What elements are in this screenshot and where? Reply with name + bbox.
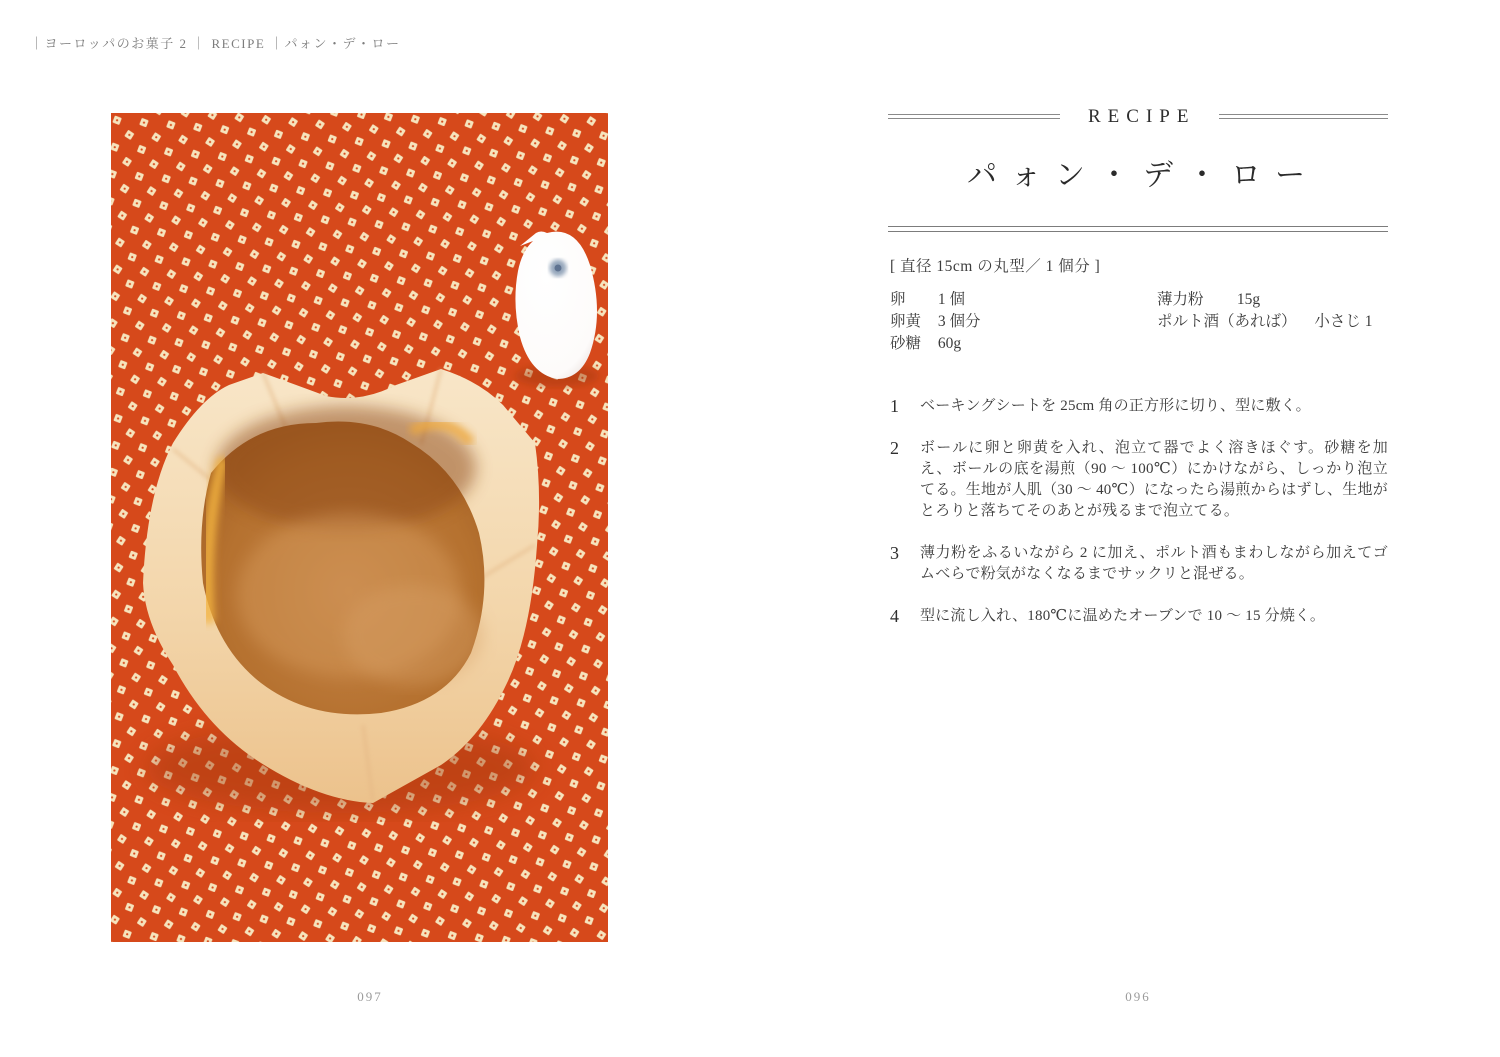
cake-photo-illustration <box>111 113 608 942</box>
ingredients-column-left <box>890 289 981 355</box>
recipe-title: パォン・デ・ロー <box>967 159 1319 192</box>
steps-list <box>890 396 1388 648</box>
step-item <box>890 606 1388 627</box>
ingredient-amount: 3 個分 <box>937 313 981 330</box>
ingredient-row <box>890 289 981 311</box>
step-item <box>890 396 1388 417</box>
bird-eye <box>550 260 567 277</box>
decorative-double-rule-left <box>888 114 1060 119</box>
ingredient-amount: 小さじ 1 <box>1314 313 1373 330</box>
cake-photo <box>111 113 608 942</box>
step-text: ベーキングシートを 25cm 角の正方形に切り、型に敷く。 <box>920 398 1311 414</box>
ingredients-column-right <box>1157 289 1373 333</box>
ingredient-name: 薄力粉 <box>1157 291 1204 308</box>
divider-double-rule <box>888 226 1388 232</box>
running-header: ｜ヨーロッパのお菓子 2 ｜ RECIPE ｜パォン・デ・ロー <box>30 36 401 51</box>
step-number: 3 <box>890 543 899 563</box>
recipe-page <box>888 0 1388 1057</box>
step-number: 4 <box>890 606 899 626</box>
ingredient-name: ポルト酒（あれば） <box>1157 313 1297 330</box>
ingredient-name: 卵黄 <box>890 313 922 330</box>
ingredient-amount: 1 個 <box>937 291 966 308</box>
step-number: 2 <box>890 438 899 458</box>
ingredient-name: 砂糖 <box>890 335 922 352</box>
step-number: 1 <box>890 396 899 416</box>
ingredient-row <box>890 333 981 355</box>
page-number-right: 096 <box>1125 989 1151 1004</box>
step-item <box>890 438 1388 522</box>
section-label: RECIPE <box>1088 106 1196 127</box>
recipe-section-header <box>888 107 1388 126</box>
ingredient-amount: 60g <box>937 335 962 352</box>
step-item <box>890 543 1388 585</box>
ingredient-row <box>1157 311 1373 333</box>
decorative-double-rule-right <box>1219 114 1388 119</box>
ingredient-row <box>890 311 981 333</box>
yield-note: [ 直径 15cm の丸型／ 1 個分 ] <box>890 258 1101 275</box>
ingredient-amount: 15g <box>1236 291 1261 308</box>
page-number-left: 097 <box>357 989 383 1004</box>
step-text: ボールに卵と卵黄を入れ、泡立て器でよく溶きほぐす。砂糖を加え、ボールの底を湯煎（90 〜 100℃）にかけながら、しっかり泡立てる。生地が人肌（30 〜 40℃）になったら湯煎からはずし、生地がとろりと落ちてそのあとが残るまで泡立てる。 <box>920 440 1388 519</box>
ingredient-row <box>1157 289 1373 311</box>
ingredient-name: 卵 <box>890 291 906 308</box>
step-text: 薄力粉をふるいながら 2 に加え、ポルト酒もまわしながら加えてゴムべらで粉気がなくなるまでサックリと混ぜる。 <box>920 545 1388 582</box>
step-text: 型に流し入れ、180℃に温めたオーブンで 10 〜 15 分焼く。 <box>920 608 1326 624</box>
